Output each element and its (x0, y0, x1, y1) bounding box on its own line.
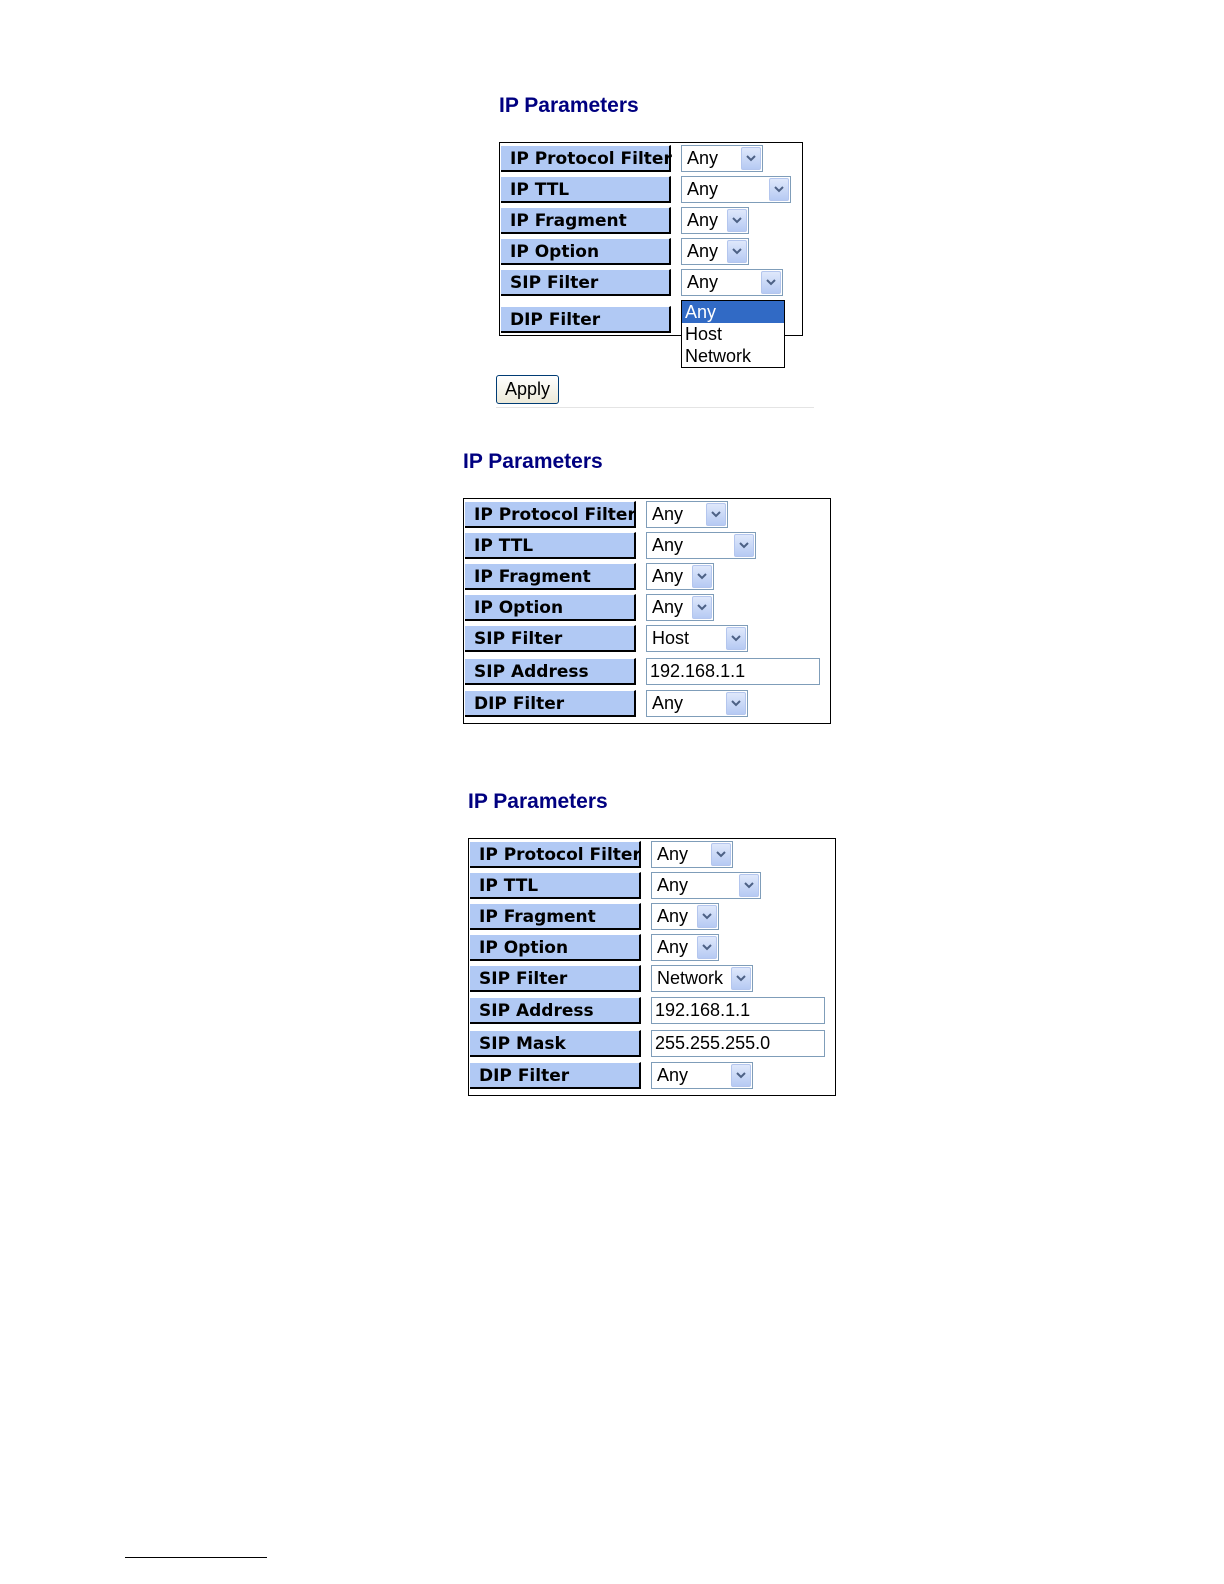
apply-button[interactable]: Apply (496, 375, 559, 404)
ip-parameters-panel-3 (468, 790, 836, 1096)
chevron-down-icon[interactable] (726, 692, 746, 715)
row-label: IP Option (465, 594, 636, 621)
select-value: Any (687, 241, 719, 261)
row-label: DIP Filter (501, 306, 671, 333)
ip-option-select[interactable] (646, 594, 714, 621)
chevron-down-icon[interactable] (692, 596, 712, 619)
dip-filter-select[interactable] (651, 1062, 753, 1089)
row-label: IP Option (501, 238, 671, 265)
dropdown-option-any[interactable]: Any (682, 301, 784, 323)
table-row (464, 530, 830, 561)
table-row (464, 654, 830, 688)
sip-filter-select[interactable] (646, 625, 748, 652)
select-value: Any (652, 535, 684, 555)
chevron-down-icon[interactable] (697, 936, 717, 959)
select-value: Any (687, 272, 719, 292)
page-title: IP Parameters (463, 450, 603, 473)
row-label: IP TTL (470, 872, 641, 899)
ip-fragment-select[interactable] (651, 903, 719, 930)
ip-parameters-panel-2 (463, 450, 831, 724)
row-label: IP Fragment (470, 903, 641, 930)
table-row (464, 688, 830, 719)
chevron-down-icon[interactable] (734, 534, 754, 557)
chevron-down-icon[interactable] (711, 843, 731, 866)
select-value: Any (657, 1065, 689, 1085)
row-label: IP Protocol Filter (501, 145, 671, 172)
row-label: IP Option (470, 934, 641, 961)
chevron-down-icon[interactable] (692, 565, 712, 588)
table-row (464, 623, 830, 654)
select-value: Any (687, 148, 719, 168)
table-row (469, 932, 835, 963)
row-label: SIP Filter (470, 965, 641, 992)
table-row (500, 267, 802, 298)
row-label: DIP Filter (470, 1062, 641, 1089)
row-label: IP Protocol Filter (465, 501, 636, 528)
row-label: IP Protocol Filter (470, 841, 641, 868)
ip-protocol-filter-select[interactable] (646, 501, 728, 528)
chevron-down-icon[interactable] (727, 240, 747, 263)
row-label: SIP Mask (470, 1030, 641, 1057)
page-title: IP Parameters (499, 94, 639, 117)
row-label: SIP Address (465, 658, 636, 685)
table-row (464, 561, 830, 592)
row-label: IP TTL (465, 532, 636, 559)
sip-filter-select[interactable] (651, 965, 753, 992)
table-row (500, 143, 802, 174)
select-value: Network (657, 968, 724, 988)
chevron-down-icon[interactable] (731, 1064, 751, 1087)
chevron-down-icon[interactable] (731, 967, 751, 990)
select-value: Any (652, 693, 684, 713)
table-row (464, 592, 830, 623)
table-row (469, 1027, 835, 1060)
divider (496, 407, 814, 408)
select-value: Any (657, 875, 689, 895)
table-row (469, 963, 835, 994)
ip-option-select[interactable] (681, 238, 749, 265)
table-row (500, 205, 802, 236)
select-value: Any (652, 597, 684, 617)
row-label: IP TTL (501, 176, 671, 203)
table-row (469, 994, 835, 1027)
row-label: SIP Address (470, 997, 641, 1024)
parameters-table (499, 142, 803, 366)
chevron-down-icon[interactable] (741, 147, 761, 170)
dip-filter-select[interactable] (646, 690, 748, 717)
chevron-down-icon[interactable] (706, 503, 726, 526)
ip-ttl-select[interactable] (681, 176, 791, 203)
select-value: Host (652, 628, 690, 648)
row-label: IP Fragment (465, 563, 636, 590)
dropdown-option-network[interactable]: Network (685, 346, 752, 366)
chevron-down-icon[interactable] (697, 905, 717, 928)
ip-fragment-select[interactable] (681, 207, 749, 234)
ip-parameters-panel-1 (499, 94, 803, 366)
row-label: SIP Filter (501, 269, 671, 296)
parameters-table (463, 498, 831, 724)
sip-address-input[interactable]: 192.168.1.1 (646, 658, 820, 685)
chevron-down-icon[interactable] (769, 178, 789, 201)
table-row (464, 499, 830, 530)
row-label: IP Fragment (501, 207, 671, 234)
sip-address-input[interactable]: 192.168.1.1 (651, 997, 825, 1024)
ip-fragment-select[interactable] (646, 563, 714, 590)
ip-option-select[interactable] (651, 934, 719, 961)
table-row (469, 870, 835, 901)
row-label: SIP Filter (465, 625, 636, 652)
table-row (500, 236, 802, 267)
sip-mask-input[interactable]: 255.255.255.0 (651, 1030, 825, 1057)
sip-filter-dropdown-list (681, 300, 785, 368)
chevron-down-icon[interactable] (739, 874, 759, 897)
table-row (500, 174, 802, 205)
ip-ttl-select[interactable] (646, 532, 756, 559)
row-label: DIP Filter (465, 690, 636, 717)
table-row (469, 839, 835, 870)
chevron-down-icon[interactable] (726, 627, 746, 650)
select-value: Any (657, 906, 689, 926)
ip-ttl-select[interactable] (651, 872, 761, 899)
chevron-down-icon[interactable] (727, 209, 747, 232)
select-value: Any (657, 937, 689, 957)
sip-filter-select[interactable] (681, 269, 783, 296)
select-value: Any (687, 179, 719, 199)
table-row (469, 1060, 835, 1091)
dropdown-option-host[interactable]: Host (685, 324, 723, 344)
table-row (469, 901, 835, 932)
footnote-divider (125, 1557, 267, 1558)
select-value: Any (652, 504, 684, 524)
parameters-table (468, 838, 836, 1096)
select-value: Any (652, 566, 684, 586)
ip-protocol-filter-select[interactable] (651, 841, 733, 868)
select-value: Any (657, 844, 689, 864)
ip-protocol-filter-select[interactable] (681, 145, 763, 172)
select-value: Any (687, 210, 719, 230)
chevron-down-icon[interactable] (761, 271, 781, 294)
page-title: IP Parameters (468, 790, 608, 813)
